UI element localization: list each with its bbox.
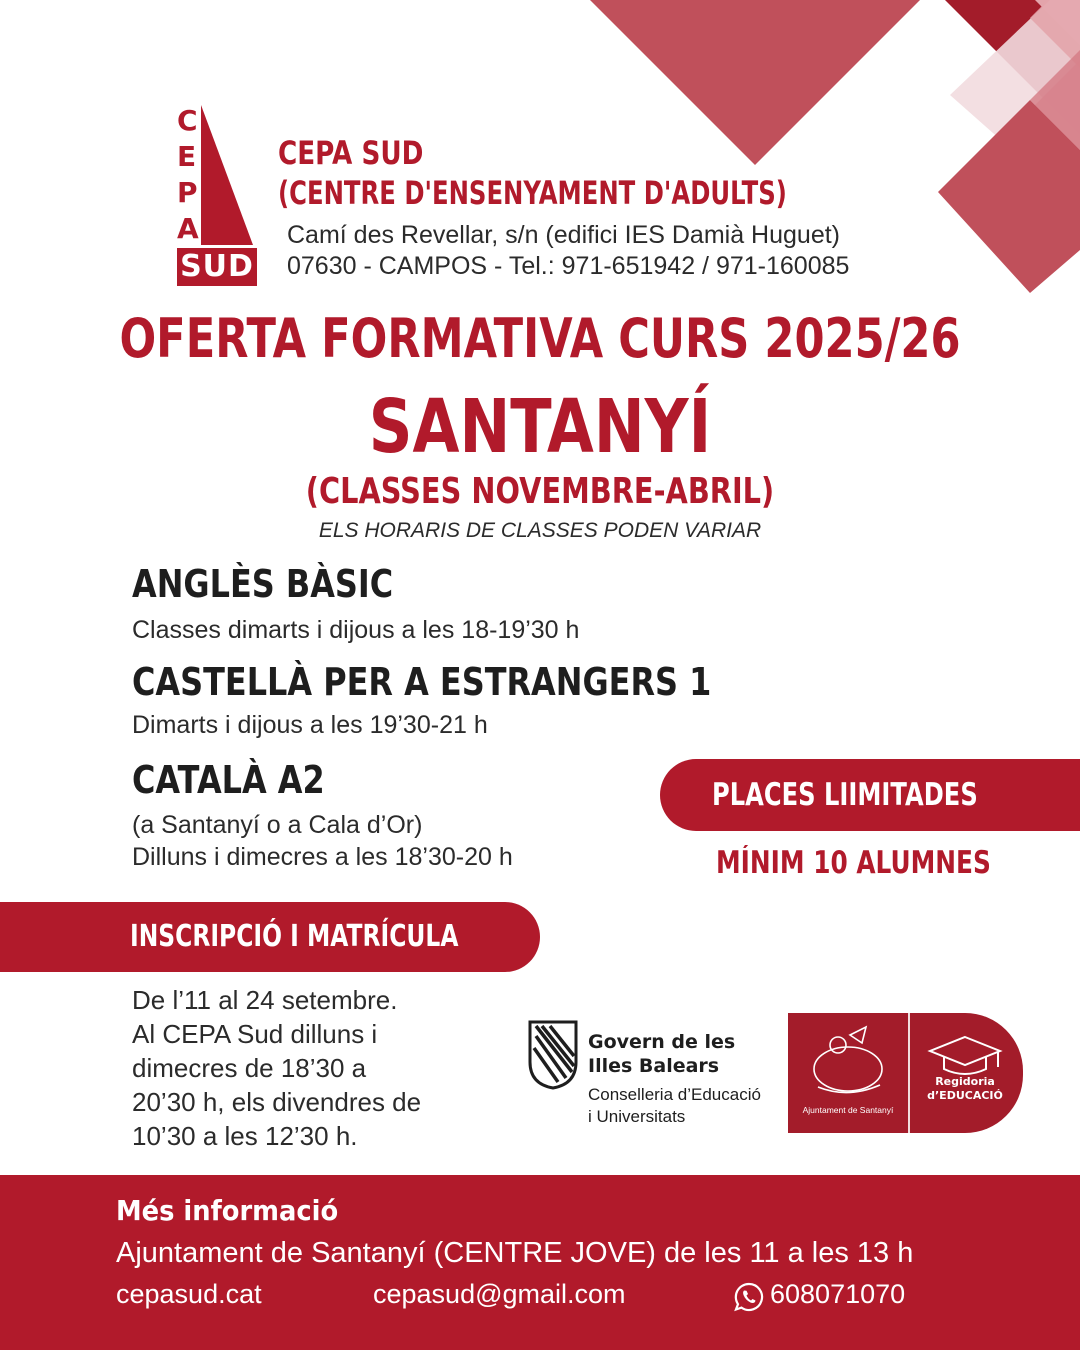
regidoria-line-2: d’EDUCACIÓ — [927, 1089, 1003, 1102]
whatsapp-icon — [733, 1281, 765, 1313]
logo-letter-e: E — [177, 140, 197, 173]
govern-line-1: Govern de les — [588, 1031, 736, 1053]
course-title-castella: CASTELLÀ PER A ESTRANGERS 1 — [132, 660, 712, 704]
course-schedule-angles: Classes dimarts i dijous a les 18-19’30 h — [132, 616, 580, 644]
registration-line-4: 20’30 h, els divendres de — [132, 1087, 422, 1117]
govern-line-2: Illes Balears — [588, 1055, 720, 1077]
graduation-cap-icon — [910, 1023, 1020, 1083]
regidoria-line-1: Regidoria — [935, 1075, 995, 1088]
registration-line-2: Al CEPA Sud dilluns i — [132, 1019, 378, 1049]
ajuntament-name: Ajuntament de Santanyí — [802, 1105, 894, 1115]
registration-line-1: De l’11 al 24 setembre. — [132, 985, 398, 1015]
email-link[interactable]: cepasud@gmail.com — [373, 1279, 626, 1309]
footer-title: Més informació — [116, 1194, 339, 1227]
course-schedule-catala: Dilluns i dimecres a les 18’30-20 h — [132, 843, 513, 871]
logo-letter-c: C — [177, 104, 198, 137]
ajuntament-regidoria-logo — [788, 1013, 1023, 1133]
course-schedule-castella: Dimarts i dijous a les 19’30-21 h — [132, 711, 488, 739]
course-title-angles: ANGLÈS BÀSIC — [132, 562, 394, 606]
website-link[interactable]: cepasud.cat — [116, 1279, 262, 1309]
logo-sud-box: SUD — [177, 248, 257, 286]
govern-illes-balears-logo — [528, 1020, 778, 1130]
town-title: SANTANYÍ — [368, 384, 712, 470]
phone-number[interactable]: 608071070 — [770, 1279, 906, 1309]
address-line: Camí des Revellar, s/n (edifici IES Damià Huguet) — [287, 221, 840, 249]
offer-title: OFERTA FORMATIVA CURS 2025/26 — [119, 307, 961, 370]
minimum-students: MÍNIM 10 ALUMNES — [716, 845, 991, 881]
footer-info-line: Ajuntament de Santanyí (CENTRE JOVE) de les 11 a les 13 h — [116, 1237, 914, 1269]
org-full-name: (CENTRE D'ENSENYAMENT D'ADULTS) — [278, 174, 787, 212]
conselleria-line-1: Conselleria d’Educació — [588, 1085, 761, 1104]
course-location-catala: (a Santanyí o a Cala d’Or) — [132, 811, 423, 839]
cepa-sud-logo — [175, 105, 257, 285]
registration-line-3: dimecres de 18’30 a — [132, 1053, 367, 1083]
period-subtitle: (CLASSES NOVEMBRE-ABRIL) — [305, 471, 775, 512]
registration-label: INSCRIPCIÓ I MATRÍCULA — [130, 919, 459, 954]
ajuntament-seal-icon — [788, 1013, 908, 1105]
logo-letter-p: P — [177, 176, 198, 209]
conselleria-line-2: i Universitats — [588, 1107, 686, 1126]
registration-line-5: 10’30 a les 12’30 h. — [132, 1121, 358, 1151]
schedule-note: ELS HORARIS DE CLASSES PODEN VARIAR — [318, 519, 762, 542]
places-label: PLACES LIIMITADES — [712, 777, 978, 813]
registration-banner — [0, 902, 540, 972]
places-banner — [660, 759, 1080, 831]
org-name: CEPA SUD — [278, 134, 424, 172]
info-footer — [0, 1175, 1080, 1350]
logo-letter-a: A — [177, 212, 199, 245]
contact-line: 07630 - CAMPOS - Tel.: 971-651942 / 971-160085 — [287, 252, 850, 280]
course-title-catala: CATALÀ A2 — [132, 758, 325, 802]
balearic-shield-icon — [528, 1020, 578, 1090]
